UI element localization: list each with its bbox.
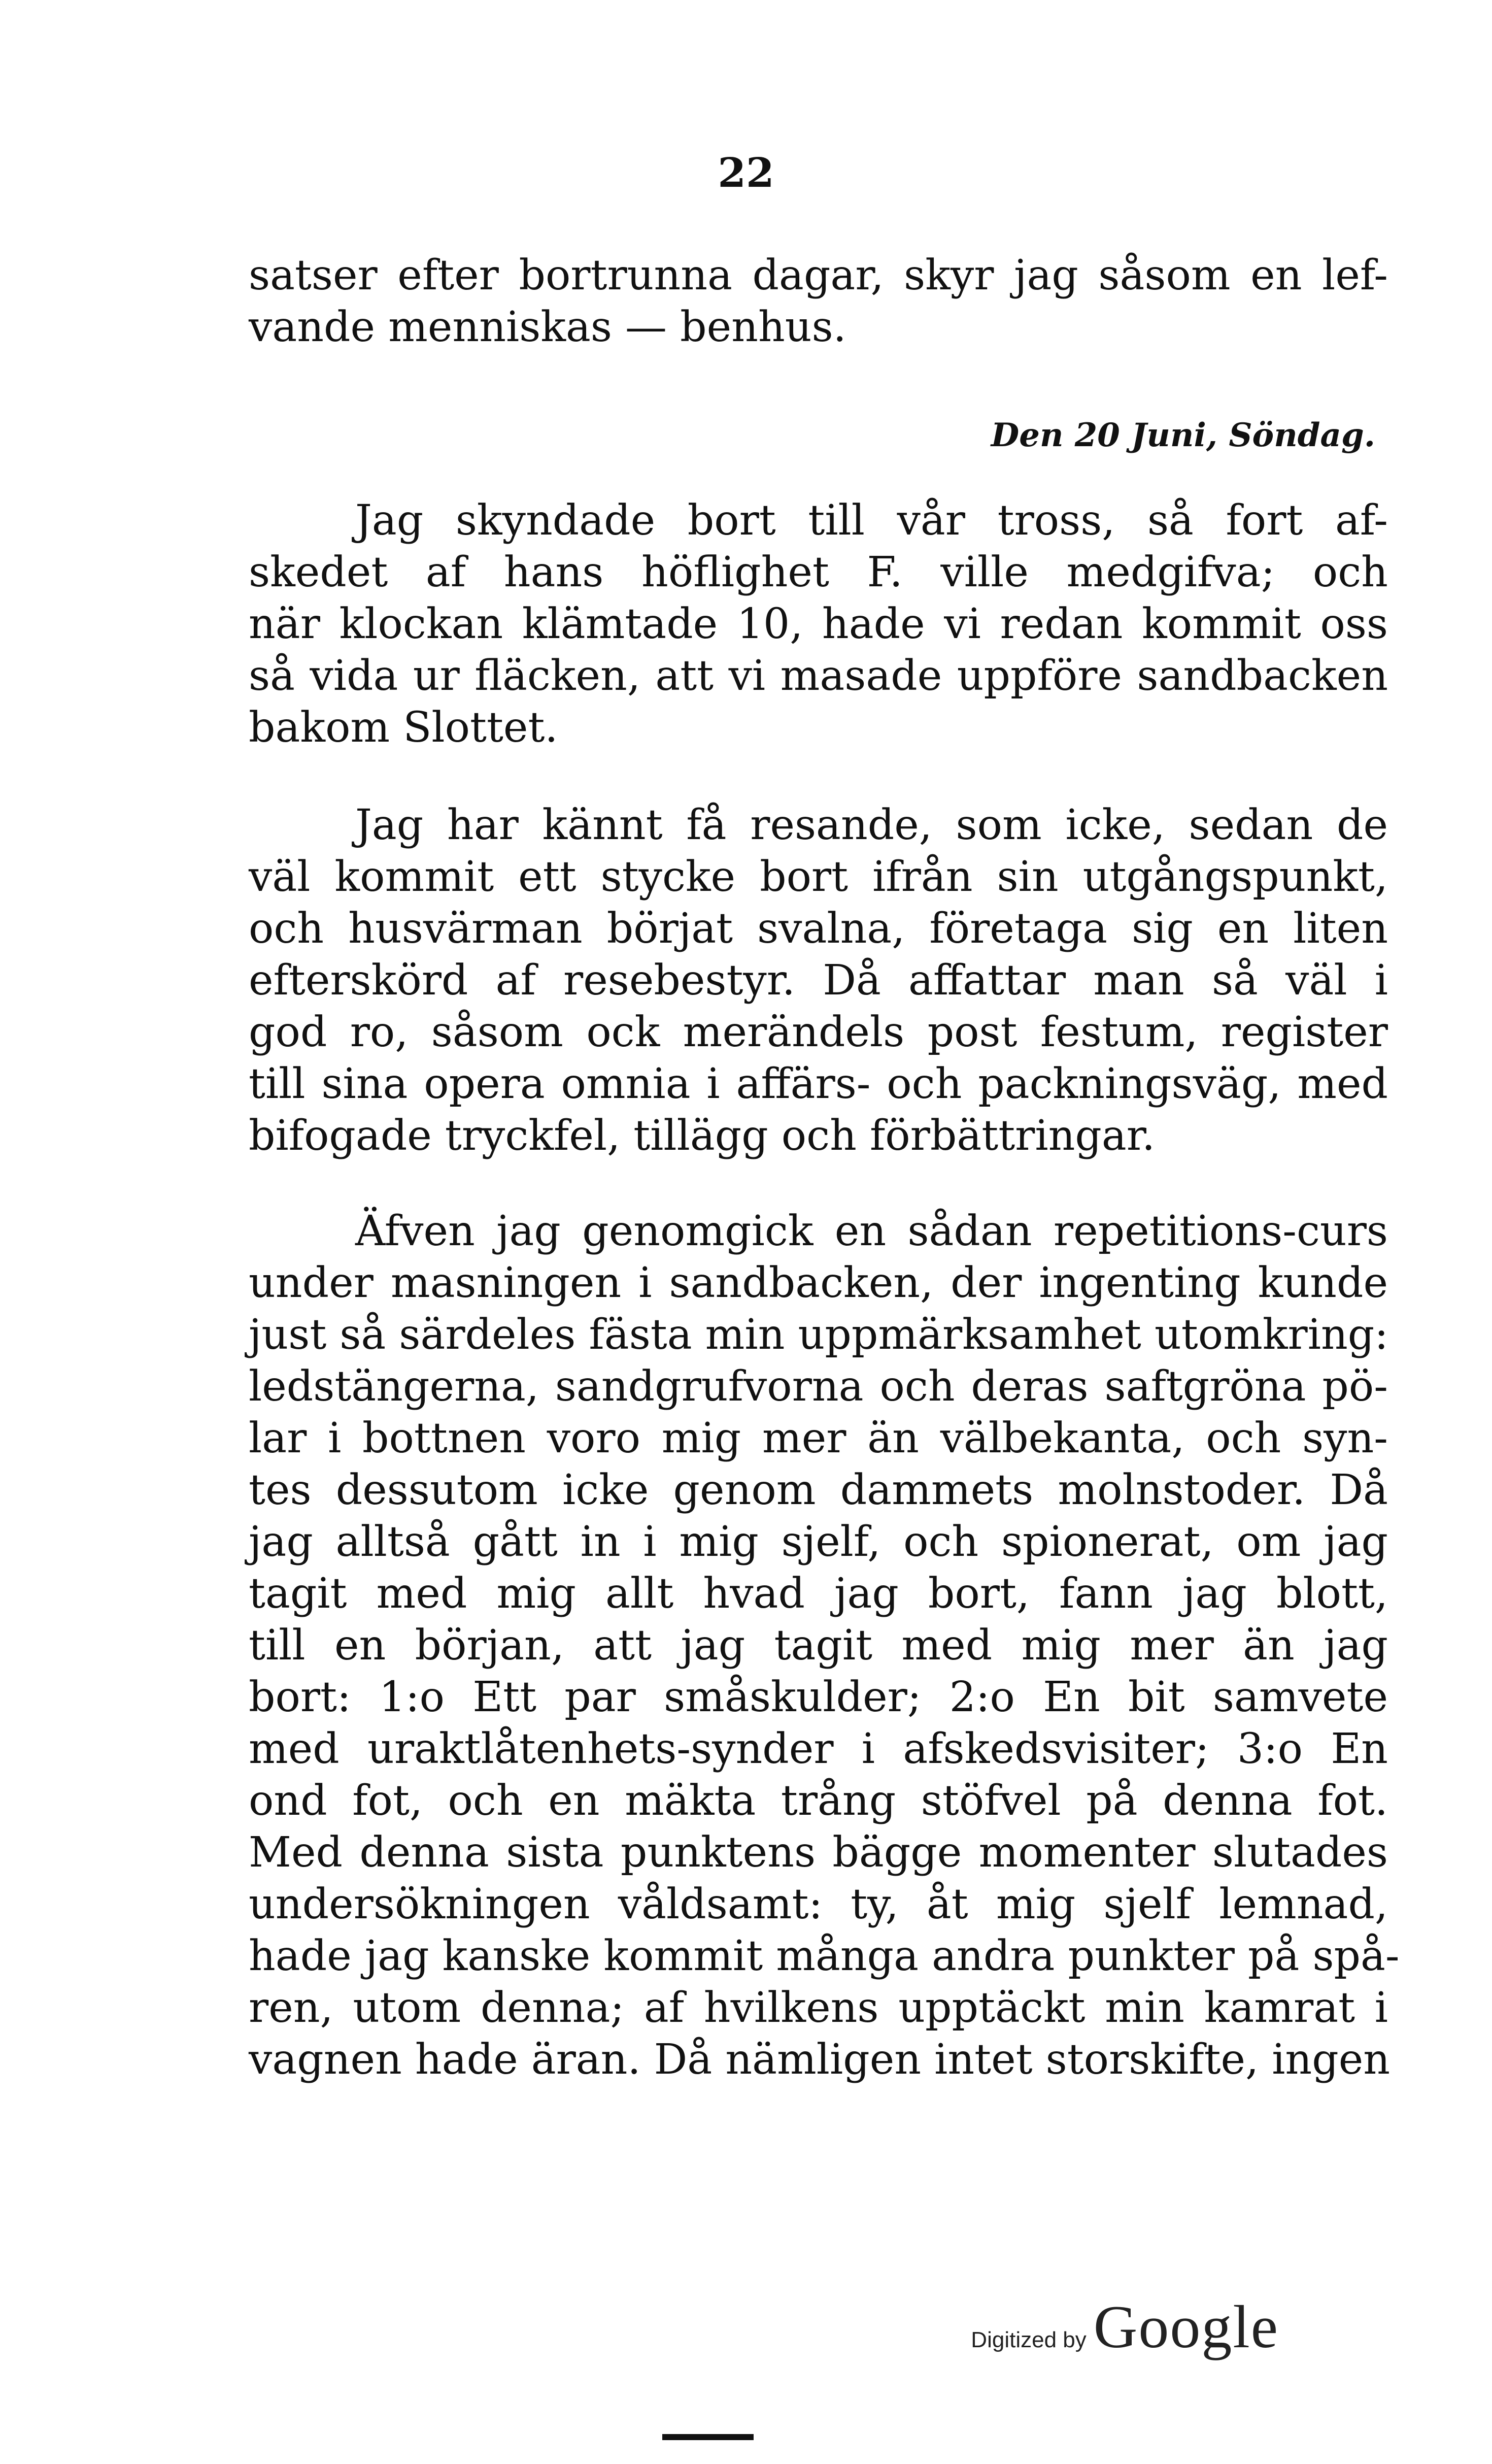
text-line: tes dessutom icke genom dammets molnstoder. Då — [249, 1466, 1388, 1514]
text-line: vande menniskas — benhus. — [249, 303, 846, 351]
text-line: skedet af hans höflighet F. ville medgifva; och — [249, 548, 1388, 596]
text-line: just så särdeles fästa min uppmärksamhet utomkring: — [249, 1311, 1388, 1359]
text-line: ledstängerna, sandgrufvorna och deras saftgröna pö- — [249, 1362, 1388, 1411]
text-line: till en början, att jag tagit med mig mer än jag — [249, 1621, 1388, 1670]
paragraph-1 — [249, 495, 1388, 754]
dateline: Den 20 Juni, Söndag. — [991, 416, 1375, 454]
paragraph-3 — [249, 1206, 1400, 2086]
text-line: väl kommit ett stycke bort ifrån sin utgångspunkt, — [249, 853, 1388, 901]
text-line: efterskörd af resebestyr. Då affattar man så väl i — [249, 956, 1388, 1005]
text-line: bifogade tryckfel, tillägg och förbättringar. — [249, 1112, 1156, 1160]
text-line: vagnen hade äran. Då nämligen intet storskifte, ingen — [249, 2036, 1391, 2084]
text-line: under masningen i sandbacken, der ingenting kunde — [249, 1259, 1388, 1307]
text-line: med uraktlåtenhets-synder i afskedsvisiter; 3:o En — [249, 1725, 1388, 1773]
text-line: till sina opera omnia i affärs- och packningsväg, med — [249, 1060, 1388, 1108]
text-line: bort: 1:o Ett par småskulder; 2:o En bit samvete — [249, 1673, 1388, 1721]
bottom-rule — [662, 2434, 754, 2440]
text-line: Med denna sista punktens bägge momenter slutades — [249, 1828, 1388, 1877]
text-line: och husvärman börjat svalna, företaga sig en liten — [249, 905, 1388, 953]
intro-paragraph — [249, 250, 1388, 353]
paragraph-2 — [249, 800, 1388, 1162]
digitized-label: Digitized by — [971, 2327, 1087, 2352]
text-line: jag alltså gått in i mig sjelf, och spionerat, om jag — [249, 1518, 1388, 1566]
text-line: hade jag kanske kommit många andra punkter på spå- — [249, 1932, 1400, 1980]
google-logo: Google — [1093, 2293, 1279, 2360]
text-line: när klockan klämtade 10, hade vi redan kommit oss — [249, 600, 1388, 648]
text-line: undersökningen våldsamt: ty, åt mig sjelf lemnad, — [249, 1880, 1388, 1928]
text-line: Äfven jag genomgick en sådan repetitions-curs — [355, 1207, 1388, 1255]
text-line: god ro, såsom ock merändels post festum, register — [249, 1008, 1388, 1056]
text-line: satser efter bortrunna dagar, skyr jag såsom en lef- — [249, 251, 1388, 299]
text-line: bakom Slottet. — [249, 704, 558, 752]
text-line: lar i bottnen voro mig mer än välbekanta, och syn- — [249, 1414, 1388, 1462]
text-line: ren, utom denna; af hvilkens upptäckt min kamrat i — [249, 1984, 1388, 2032]
page-number: 22 — [718, 149, 774, 196]
text-line: ond fot, och en mäkta trång stöfvel på denna fot. — [249, 1777, 1388, 1825]
digitized-watermark — [971, 2292, 1279, 2362]
text-line: Jag har kännt få resande, som icke, sedan de — [355, 801, 1388, 849]
text-line: så vida ur fläcken, att vi masade uppföre sandbacken — [249, 652, 1388, 700]
text-line: Jag skyndade bort till vår tross, så fort af- — [355, 496, 1388, 545]
text-line: tagit med mig allt hvad jag bort, fann jag blott, — [249, 1570, 1388, 1618]
